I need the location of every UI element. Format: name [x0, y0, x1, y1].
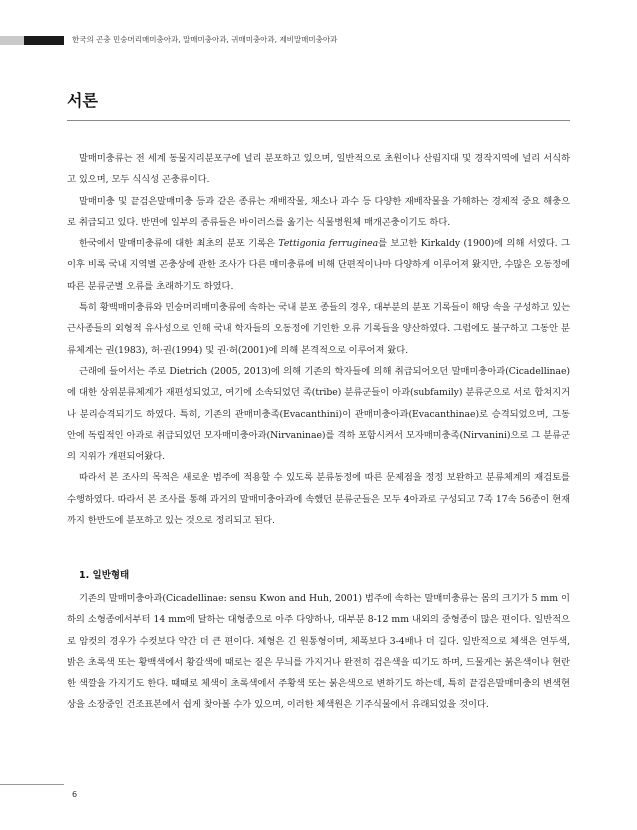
morphology-paragraph-1: 기존의 말매미충아과(Cicadellinae: sensu Kwon and Huh, 2001) 범주에 속하는 말매미충류는 몸의 크기가 5 mm 이하의 소형종에서부터 14 mm에 달하는 대형종으로 아주 다양하나, 대부분 8-12 mm 내외의 중형종이 많은 편이다. 일반적으로 암컷의 경우가 수컷보다 약간 더 큰 편이다. 체형은 긴 원통형이며, 체폭보다 3-4배나 더 길다. 일반적으로 체색은 연두색, 밝은 초록색 또는 황백색에서 황갈색에 때로는 짙은 무늬를 가지거나 완전히 검은색을 띠기도 하며, 드물게는 붉은색이나 현란한 색깔을 가지기도 한다. 때때로 체색이 초록색에서 주황색 또는 붉은색으로 변하기도 하는데, 특히 끝검은말매미충의 변색현상을 소장중인 건조표본에서 쉽게 찾아볼 수가 있으며, 이러한 체색원은 기주식물에서 유래되었을 것이다. [67, 593, 570, 711]
intro-body [67, 148, 570, 531]
morphology-body [67, 588, 570, 716]
intro-paragraph-4: 특히 황백매미충류와 민숭머리매미충류에 속하는 국내 분포 종들의 경우, 대부분의 분포 기록들이 해당 속을 구성하고 있는 근사종들의 외형적 유사성으로 인해 국내 학자들의 오동정에 기인한 오류 기록들을 양산하였다. 그럼에도 불구하고 그동안 분류체계는 권(1983), 허·권(1994) 및 권·허(2001)에 의해 본격적으로 이루어져 왔다. [67, 302, 570, 356]
paragraph-text: 를 보고한 Kirkaldy (1900)에 의해 서였다. 그 이후 비록 국내 지역별 곤충상에 관한 조사가 다른 매미충류에 비해 단편적이나마 다양하게 이루어져 왔지만, 수많은 오동정에 따른 분류군별 오류를 초래하기도 하였다. [67, 238, 570, 292]
header-bar-dark [24, 36, 64, 45]
intro-paragraph-2: 말매미충 및 끝검은말매미충 등과 같은 종류는 재배작물, 채소나 과수 등 다양한 재배작물을 가해하는 경제적 중요 해충으로 취급되고 있다. 반면에 일부의 종류들은 바이러스를 옮기는 식물병원체 매개곤충이기도 하다. [67, 195, 570, 228]
intro-paragraph-1: 말매미충류는 전 세계 동물지리분포구에 널리 분포하고 있으며, 일반적으로 초원이나 산림지대 및 경작지역에 널리 서식하고 있으며, 모두 식식성 곤충류이다. [67, 153, 570, 186]
species-name: Tettigonia ferruginea [278, 238, 379, 250]
section-title: 서론 [67, 91, 98, 110]
title-divider [67, 120, 570, 121]
header-bar-light [0, 36, 24, 45]
page-number: 6 [72, 790, 78, 799]
intro-paragraph-3 [67, 233, 570, 297]
running-head: 한국의 곤충 민숭머리매미충아과, 말매미충아과, 귀매미충아과, 제비말매미충아과 [72, 35, 338, 44]
intro-paragraph-5: 근래에 들어서는 주로 Dietrich (2005, 2013)에 의해 기존의 학자들에 의해 취급되어오던 말매미충아과(Cicadellinae)에 대한 상위분류체계가 재편성되었고, 여기에 소속되었던 족(tribe) 분류군들이 아과(subfamily) 분류군으로 서로 합쳐지거나 분리승격되기도 하였다. 특히, 기존의 관매미충족(Evacanthini)이 관매미충아과(Evacanthinae)로 승격되었으며, 그동안에 독립적인 아과로 취급되었던 모자매미충아과(Nirvaninae)를 격하 포함시켜서 모자매미충족(Nirvanini)으로 그 분류군의 지위가 개편되어왔다. [67, 365, 570, 463]
footer-rule [0, 784, 64, 785]
paragraph-text: 한국에서 말매미충류에 대한 최초의 분포 기록은 [79, 238, 279, 250]
subsection-heading: 1. 일반형태 [79, 570, 130, 581]
intro-paragraph-6: 따라서 본 조사의 목적은 새로운 범주에 적용할 수 있도록 분류동정에 따른 문제점을 정정 보완하고 분류체계의 재검토를 수행하였다. 따라서 본 조사를 통해 과거의 말매미충아과에 속했던 분류군들은 모두 4아과로 구성되고 7족 17속 56종이 현재까지 한반도에 분포하고 있는 것으로 정리되고 된다. [67, 472, 570, 527]
